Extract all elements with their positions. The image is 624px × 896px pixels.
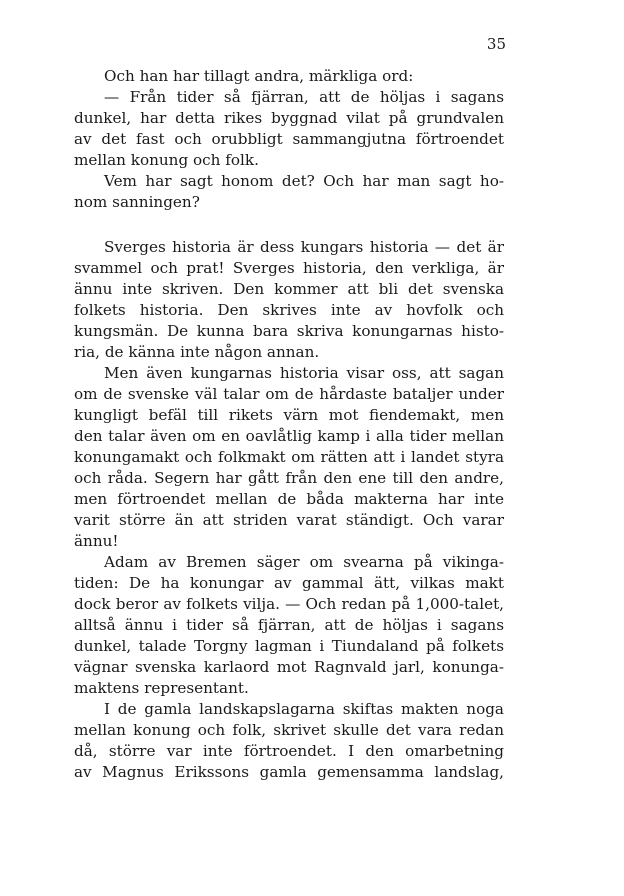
text-line: om de svenske väl talar om de hårdaste bataljer under: [74, 385, 504, 403]
text-line: dunkel, har detta rikes byggnad vilat på grundvalen: [74, 109, 504, 127]
page-number: 35: [486, 35, 506, 53]
text-line: den talar även om en oavlåtlig kamp i alla tider mellan: [74, 427, 504, 445]
text-line: Adam av Bremen säger om svearna på vikinga-: [104, 553, 504, 571]
text-line: folkets historia. Den skrives inte av hovfolk och: [74, 301, 504, 319]
text-line: Sverges historia är dess kungars historia — det är: [104, 238, 504, 256]
text-line: Vem har sagt honom det? Och har man sagt ho-: [104, 172, 504, 190]
text-line: Men även kungarnas historia visar oss, att sagan: [104, 364, 504, 382]
text-line: mellan konung och folk.: [74, 151, 259, 169]
text-line: ännu inte skriven. Den kommer att bli det svenska: [74, 280, 504, 298]
text-line: vägnar svenska karlaord mot Ragnvald jarl, konunga-: [74, 658, 504, 676]
text-line: ännu!: [74, 532, 119, 550]
text-line: och råda. Segern har gått från den ene till den andre,: [74, 469, 504, 487]
text-line: I de gamla landskapslagarna skiftas makten noga: [104, 700, 504, 718]
text-line: dunkel, talade Torgny lagman i Tiundaland på folkets: [74, 637, 504, 655]
text-line: kungsmän. De kunna bara skriva konungarnas histo-: [74, 322, 504, 340]
text-line: varit större än att striden varat ständigt. Och varar: [74, 511, 504, 529]
text-line: av Magnus Erikssons gamla gemensamma landslag,: [74, 763, 504, 781]
text-line: Och han har tillagt andra, märkliga ord:: [104, 67, 414, 85]
text-line: alltså ännu i tider så fjärran, att de höljas i sagans: [74, 616, 504, 634]
text-line: av det fast och orubbligt sammangjutna förtroendet: [74, 130, 504, 148]
text-line: då, större var inte förtroendet. I den omarbetning: [74, 742, 504, 760]
text-line: dock beror av folkets vilja. — Och redan på 1,000-talet,: [74, 595, 504, 613]
text-line: mellan konung och folk, skrivet skulle det vara redan: [74, 721, 504, 739]
paragraph-group-1: [74, 66, 504, 213]
text-line: svammel och prat! Sverges historia, den verkliga, är: [74, 259, 504, 277]
text-line: men förtroendet mellan de båda makterna har inte: [74, 490, 504, 508]
text-line: nom sanningen?: [74, 193, 200, 211]
text-line: kungligt befäl till rikets värn mot fiendemakt, men: [74, 406, 504, 424]
text-line: — Från tider så fjärran, att de höljas i sagans: [104, 88, 504, 106]
paragraph-group-2: [74, 237, 504, 783]
text-line: konungamakt och folkmakt om rätten att i landet styra: [74, 448, 504, 466]
text-line: maktens representant.: [74, 679, 249, 697]
text-line: ria, de känna inte någon annan.: [74, 343, 320, 361]
text-line: tiden: De ha konungar av gammal ätt, vilkas makt: [74, 574, 504, 592]
